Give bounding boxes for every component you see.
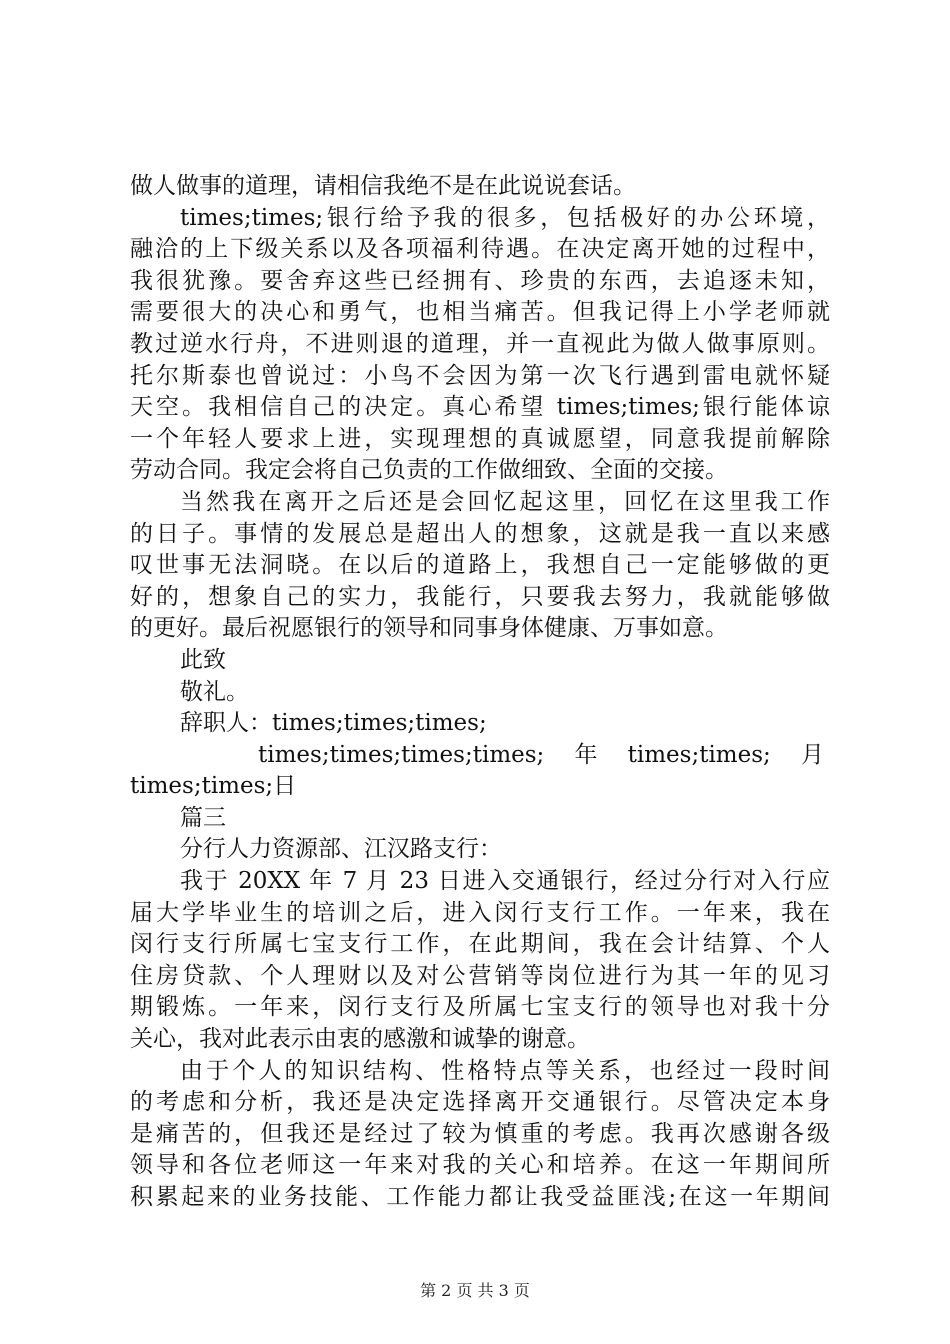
paragraph-start-line: 由于个人的知识结构、性格特点等关系，也经过一段时间 [180,1057,830,1084]
text-line: 住房贷款、个人理财以及对公营销等岗位进行为其一年的见习 [130,962,830,989]
date-month-value: times;times; [627,741,771,768]
signature-line: 辞职人：times;times;times; [180,710,487,737]
text-line: 一个年轻人要求上进，实现理想的真诚愿望，同意我提前解除 [130,425,830,452]
text-line: 我很犹豫。要舍弃这些已经拥有、珍贵的东西，去追逐未知， [130,267,830,294]
paragraph-start-line: 当然我在离开之后还是会回忆起这里，回忆在这里我工作 [180,488,830,515]
section-heading: 篇三 [180,804,226,831]
date-year-value: times;times;times;times; [258,741,545,768]
text-line: 叹世事无法洞晓。在以后的道路上，我想自己一定能够做的更 [130,552,830,579]
closing-salutation: 此致 [180,646,226,673]
text-line: 需要很大的决心和勇气，也相当痛苦。但我记得上小学老师就 [130,299,830,326]
page-number-footer: 第 2 页 共 3 页 [420,1281,530,1300]
text-line: 关心，我对此表示由衷的感激和诚挚的谢意。 [130,1026,590,1053]
text-line: 领导和各位老师这一年来对我的关心和培养。在这一年期间所 [130,1152,830,1179]
letter-addressee: 分行人力资源部、江汉路支行： [180,836,502,863]
text-line: 是痛苦的，但我还是经过了较为慎重的考虑。我再次感谢各级 [130,1120,830,1147]
text-line: 教过逆水行舟，不进则退的道理，并一直视此为做人做事原则。 [130,330,830,357]
date-day-line: times;times;日 [130,773,297,800]
text-line: 好的，想象自己的实力，我能行，只要我去努力，我就能够做 [130,583,830,610]
text-line: 的更好。最后祝愿银行的领导和同事身体健康、万事如意。 [130,615,728,642]
document-body [130,171,830,1214]
text-line: 托尔斯泰也曾说过：小鸟不会因为第一次飞行遇到雷电就怀疑 [130,362,830,389]
text-line: 积累起来的业务技能、工作能力都让我受益匪浅;在这一年期间 [130,1184,830,1210]
text-line: 闵行支行所属七宝支行工作，在此期间，我在会计结算、个人 [130,931,830,958]
text-line: 做人做事的道理，请相信我绝不是在此说说套话。 [130,173,636,199]
signature-date-line [130,740,830,772]
text-line: 届大学毕业生的培训之后，进入闵行支行工作。一年来，我在 [130,899,830,926]
text-line: 的日子。事情的发展总是超出人的想象，这就是我一直以来感 [130,520,830,547]
text-line: 期锻炼。一年来，闵行支行及所属七宝支行的领导也对我十分 [130,994,830,1021]
paragraph-start-line: times;times;银行给予我的很多，包括极好的办公环境， [180,204,830,231]
closing-regards: 敬礼。 [180,678,249,705]
paragraph-start-line: 我于 20XX 年 7 月 23 日进入交通银行，经过分行对入行应 [180,868,830,895]
date-year-label: 年 [574,741,598,768]
text-line: 劳动合同。我定会将自己负责的工作做细致、全面的交接。 [130,457,728,484]
text-line: 天空。我相信自己的决定。真心希望 times;times;银行能体谅 [130,394,830,421]
date-month-label: 月 [800,741,824,768]
text-line: 的考虑和分析，我还是决定选择离开交通银行。尽管决定本身 [130,1089,830,1116]
text-line: 融洽的上下级关系以及各项福利待遇。在决定离开她的过程中， [130,236,830,263]
